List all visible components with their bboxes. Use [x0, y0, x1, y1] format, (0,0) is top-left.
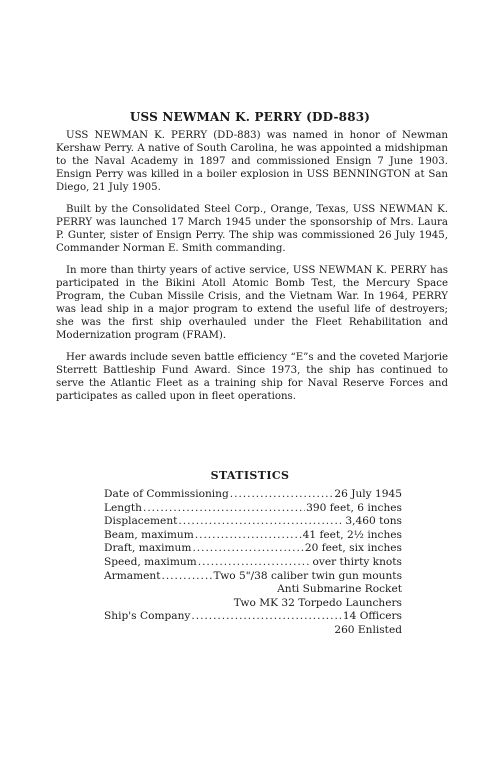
document-body — [56, 129, 448, 412]
dot-leader — [192, 542, 303, 556]
dot-leader — [230, 488, 334, 502]
statistics-label: Draft, maximum — [104, 542, 192, 555]
dot-leader — [191, 610, 341, 624]
paragraph-awards: Her awards include seven battle efficiency “E”s and the coveted Marjorie Sterrett Battleship Fund Award. Since 1973, the ship has continued to serve the Atlantic Fleet as a training ship for Naval Reserve Forces and participates as called upon in fleet operations. — [56, 352, 448, 402]
paragraph-construction: Built by the Consolidated Steel Corp., Orange, Texas, USS NEWMAN K. PERRY was launched 17 March 1945 under the sponsorship of Mrs. Laura P. Gunter, sister of Ensign Perry. The ship was commissioned 26 July 1945, Commander Norman E. Smith commanding. — [56, 204, 448, 254]
statistics-row — [104, 488, 402, 502]
dot-leader — [195, 529, 302, 543]
statistics-label: Displacement — [104, 515, 178, 528]
statistics-list — [104, 488, 402, 638]
statistics-row — [104, 556, 402, 570]
dot-leader — [161, 570, 212, 584]
statistics-row — [104, 570, 402, 584]
statistics-row — [104, 515, 402, 529]
statistics-value-continuation: Anti Submarine Rocket — [277, 583, 402, 596]
statistics-value: over thirty knots — [312, 555, 402, 568]
statistics-value: 3,460 tons — [345, 515, 402, 528]
statistics-title: STATISTICS — [210, 469, 290, 482]
statistics-value-continuation: Two MK 32 Torpedo Launchers — [233, 596, 402, 609]
statistics-value: Two 5"/38 caliber twin gun mounts — [213, 569, 402, 582]
statistics-value: 26 July 1945 — [334, 488, 402, 500]
paragraph-service: In more than thirty years of active service, USS NEWMAN K. PERRY has participated in the Bikini Atoll Atomic Bomb Test, the Mercury Space Program, the Cuban Missile Crisis, and the Vietnam War. In 1964, PERRY was lead ship in a major program to extend the useful life of destroyers; she was the first ship overhauled under the Fleet Rehabilitation and Modernization program (FRAM). — [56, 265, 448, 341]
statistics-value: 14 Officers — [342, 610, 402, 623]
statistics-label: Beam, maximum — [104, 528, 194, 541]
statistics-value: 390 feet, 6 inches — [306, 501, 402, 514]
statistics-row — [104, 610, 402, 624]
dot-leader — [198, 556, 312, 570]
dot-leader — [143, 502, 305, 516]
statistics-label: Date of Commissioning — [104, 488, 229, 500]
statistics-label: Armament — [104, 569, 161, 582]
statistics-row — [104, 502, 402, 516]
paragraph-namesake: USS NEWMAN K. PERRY (DD-883) was named in honor of Newman Kershaw Perry. A native of South Carolina, he was appointed a midshipman to the Naval Academy in 1897 and commissioned Ensign 7 June 1903. Ensign Perry was killed in a boiler explosion in USS BENNINGTON at San Diego, 21 July 1905. — [56, 130, 448, 193]
statistics-label: Speed, maximum — [104, 555, 197, 568]
statistics-label: Length — [104, 501, 142, 514]
statistics-label: Ship's Company — [104, 610, 191, 623]
statistics-row — [104, 529, 402, 543]
statistics-value-continuation: 260 Enlisted — [334, 623, 402, 636]
statistics-row — [104, 542, 402, 556]
statistics-value: 20 feet, six inches — [304, 542, 402, 555]
document-title: USS NEWMAN K. PERRY (DD-883) — [129, 110, 371, 124]
dot-leader — [178, 515, 344, 529]
statistics-value: 41 feet, 2½ inches — [302, 528, 402, 541]
